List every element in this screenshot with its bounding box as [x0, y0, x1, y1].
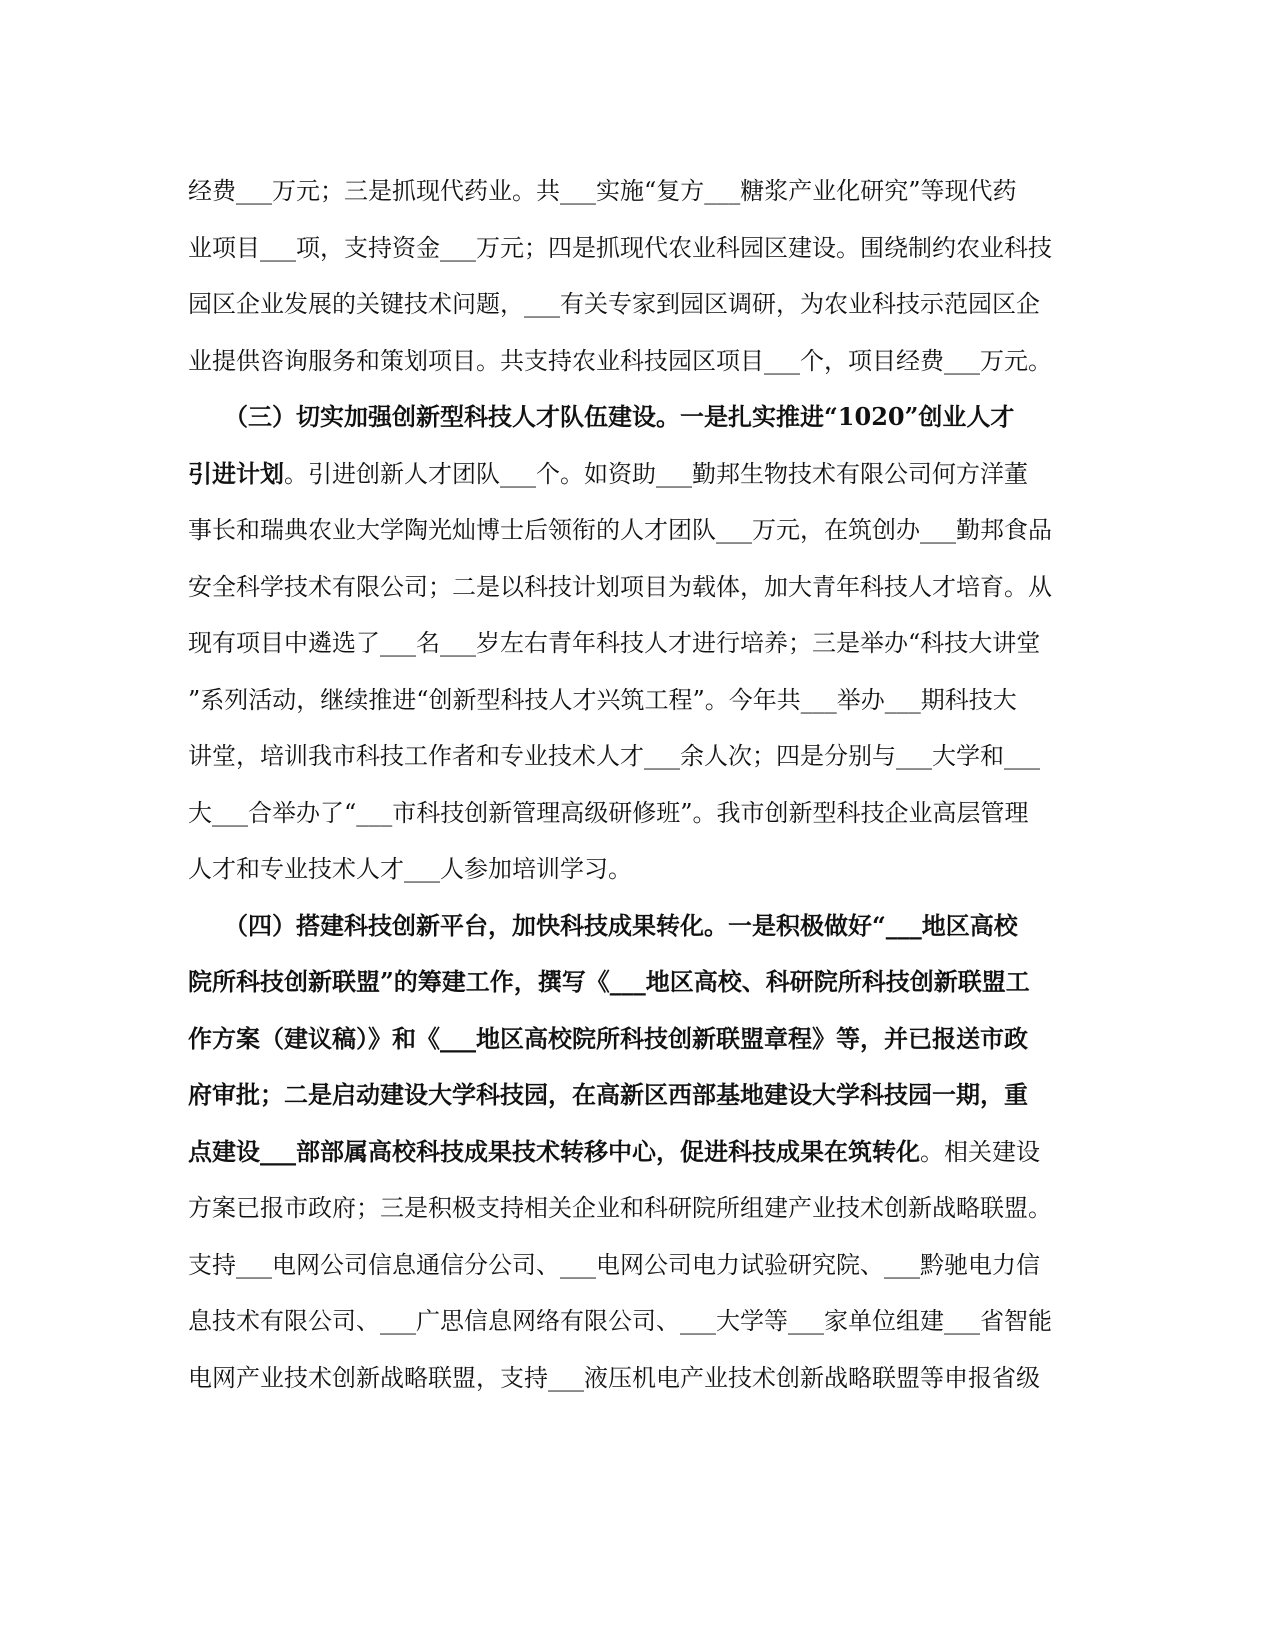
- text-line: [188, 163, 1088, 220]
- text-segment: 园区企业发展的关键技术问题，___有关专家到园区调研，为农业科技示范园区企: [188, 290, 1040, 318]
- text-line: [188, 220, 1088, 277]
- bold-text-segment: （三）切实加强创新型科技人才队伍建设。一是扎实推进“1020”创业人才: [188, 402, 1015, 431]
- text-line: [188, 898, 1088, 955]
- text-line: [188, 389, 1088, 446]
- text-segment: 大___合举办了“___市科技创新管理高级研修班”。我市创新型科技企业高层管理: [188, 798, 1029, 827]
- text-segment: 业提供咨询服务和策划项目。共支持农业科技园区项目___个，项目经费___万元。: [188, 346, 1052, 375]
- text-segment: 安全科学技术有限公司；二是以科技计划项目为载体，加大青年科技人才培育。从: [188, 572, 1052, 601]
- text-segment: 。引进创新人才团队___个。如资助___勤邦生物技术有限公司何方洋董: [284, 459, 1028, 488]
- bold-text-segment: 引进计划: [188, 458, 284, 488]
- text-line: [188, 1067, 1088, 1124]
- text-segment: 支持___电网公司信息通信分公司、___电网公司电力试验研究院、___黔驰电力信: [188, 1250, 1040, 1279]
- text-line: [188, 841, 1088, 898]
- text-line: [188, 1350, 1088, 1407]
- bold-text-segment: 院所科技创新联盟”的筹建工作，撰写《___地区高校、科研院所科技创新联盟工: [188, 967, 1030, 996]
- text-line: [188, 1293, 1088, 1350]
- bold-text-segment: （四）搭建科技创新平台，加快科技成果转化。一是积极做好“___地区高校: [188, 910, 1018, 940]
- text-segment: 经费___万元；三是抓现代药业。共___实施“复方___糖浆产业化研究”等现代药: [188, 177, 1017, 205]
- text-segment: 息技术有限公司、___广思信息网络有限公司、___大学等___家单位组建___省智能: [188, 1307, 1052, 1335]
- text-segment: 业项目___项，支持资金___万元；四是抓现代农业科园区建设。围绕制约农业科技: [188, 233, 1052, 262]
- text-line: [188, 785, 1088, 842]
- body-text: [188, 163, 1088, 1406]
- bold-text-segment: 点建设___部部属高校科技成果技术转移中心，促进科技成果在筑转化: [188, 1136, 920, 1166]
- text-segment: 讲堂，培训我市科技工作者和专业技术人才___余人次；四是分别与___大学和___: [188, 742, 1040, 770]
- text-line: [188, 1124, 1088, 1181]
- text-segment: ”系列活动，继续推进“创新型科技人才兴筑工程”。今年共___举办___期科技大: [188, 685, 1017, 714]
- text-line: [188, 276, 1088, 333]
- text-line: [188, 672, 1088, 729]
- text-line: [188, 1180, 1088, 1237]
- text-line: [188, 728, 1088, 785]
- text-line: [188, 615, 1088, 672]
- text-line: [188, 1237, 1088, 1294]
- text-line: [188, 954, 1088, 1011]
- text-segment: 现有项目中遴选了___名___岁左右青年科技人才进行培养；三是举办“科技大讲堂: [188, 629, 1041, 657]
- text-segment: 人才和专业技术人才___人参加培训学习。: [188, 855, 632, 883]
- text-segment: 方案已报市政府；三是积极支持相关企业和科研院所组建产业技术创新战略联盟。: [188, 1194, 1052, 1222]
- text-line: [188, 446, 1088, 503]
- bold-text-segment: 作方案（建议稿）》和《___地区高校院所科技创新联盟章程》等，并已报送市政: [188, 1023, 1028, 1053]
- text-segment: 事长和瑞典农业大学陶光灿博士后领衔的人才团队___万元，在筑创办___勤邦食品: [188, 516, 1052, 544]
- text-line: [188, 559, 1088, 616]
- text-segment: 电网产业技术创新战略联盟，支持___液压机电产业技术创新战略联盟等申报省级: [188, 1363, 1040, 1392]
- bold-text-segment: 府审批；二是启动建设大学科技园，在高新区西部基地建设大学科技园一期，重: [188, 1080, 1028, 1109]
- text-line: [188, 333, 1088, 390]
- text-line: [188, 502, 1088, 559]
- text-segment: 。相关建设: [920, 1137, 1040, 1166]
- text-line: [188, 1011, 1088, 1068]
